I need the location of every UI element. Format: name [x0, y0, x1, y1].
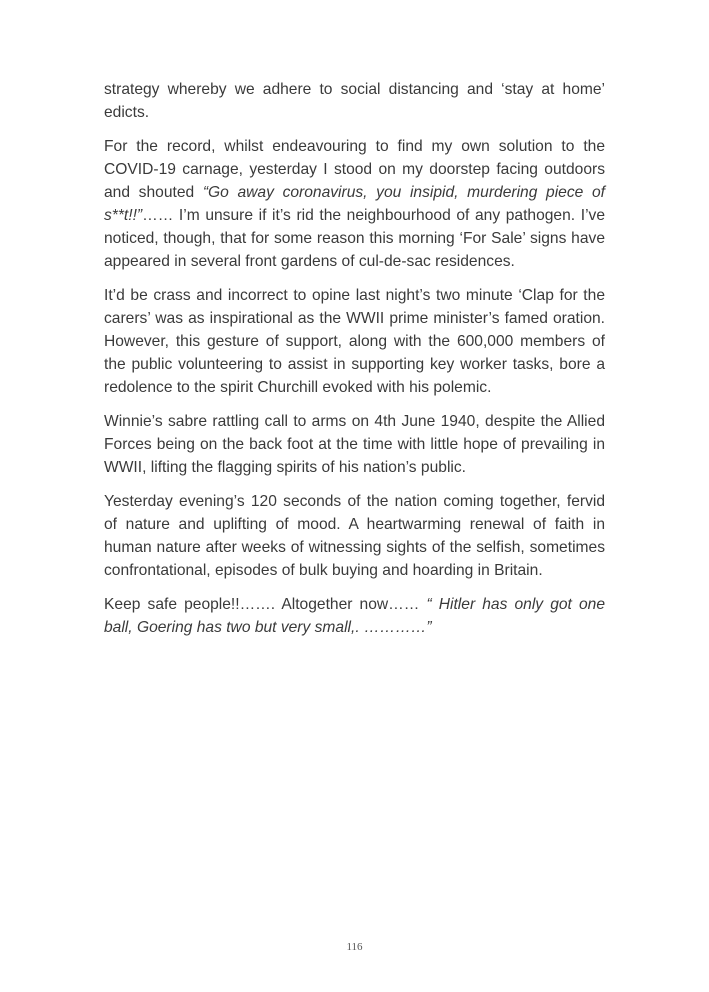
italic-quote: “ Hitler has only got one ball, Goering has two but very small,. …………”	[104, 596, 605, 636]
paragraph	[104, 593, 605, 639]
paragraph-text: Keep safe people!!……. Altogether now……	[104, 596, 427, 613]
paragraph	[104, 490, 605, 582]
paragraph-text: Winnie’s sabre rattling call to arms on 4th June 1940, despite the Allied Forces being on the back foot at the time with little hope of prevailing in WWII, lifting the flagging spirits of his nation’s public.	[104, 413, 605, 476]
paragraph	[104, 410, 605, 479]
paragraph-text: …… I’m unsure if it’s rid the neighbourhood of any pathogen. I’ve noticed, though, that for some reason this morning ‘For Sale’ signs have appeared in several front gardens of cul-de-sac residences.	[104, 207, 605, 270]
paragraph-text: Yesterday evening’s 120 seconds of the nation coming together, fervid of nature and uplifting of mood. A heartwarming renewal of faith in human nature after weeks of witnessing sights of the selfish, sometimes confrontational, episodes of bulk buying and hoarding in Britain.	[104, 493, 605, 579]
paragraph	[104, 284, 605, 399]
paragraph-text: It’d be crass and incorrect to opine last night’s two minute ‘Clap for the carers’ was as inspirational as the WWII prime minister’s famed oration. However, this gesture of support, along with the 600,000 members of the public volunteering to assist in supporting key worker tasks, bore a redolence to the spirit Churchill evoked with his polemic.	[104, 287, 605, 396]
page-body	[104, 78, 605, 650]
paragraph-text: strategy whereby we adhere to social distancing and ‘stay at home’ edicts.	[104, 81, 605, 121]
italic-quote: “Go away coronavirus, you insipid, murdering piece of s**t!!”	[104, 184, 605, 224]
paragraph	[104, 135, 605, 273]
paragraph	[104, 78, 605, 124]
paragraph-text: For the record, whilst endeavouring to find my own solution to the COVID-19 carnage, yesterday I stood on my doorstep facing outdoors and shouted	[104, 138, 605, 201]
page-number: 116	[346, 941, 363, 953]
